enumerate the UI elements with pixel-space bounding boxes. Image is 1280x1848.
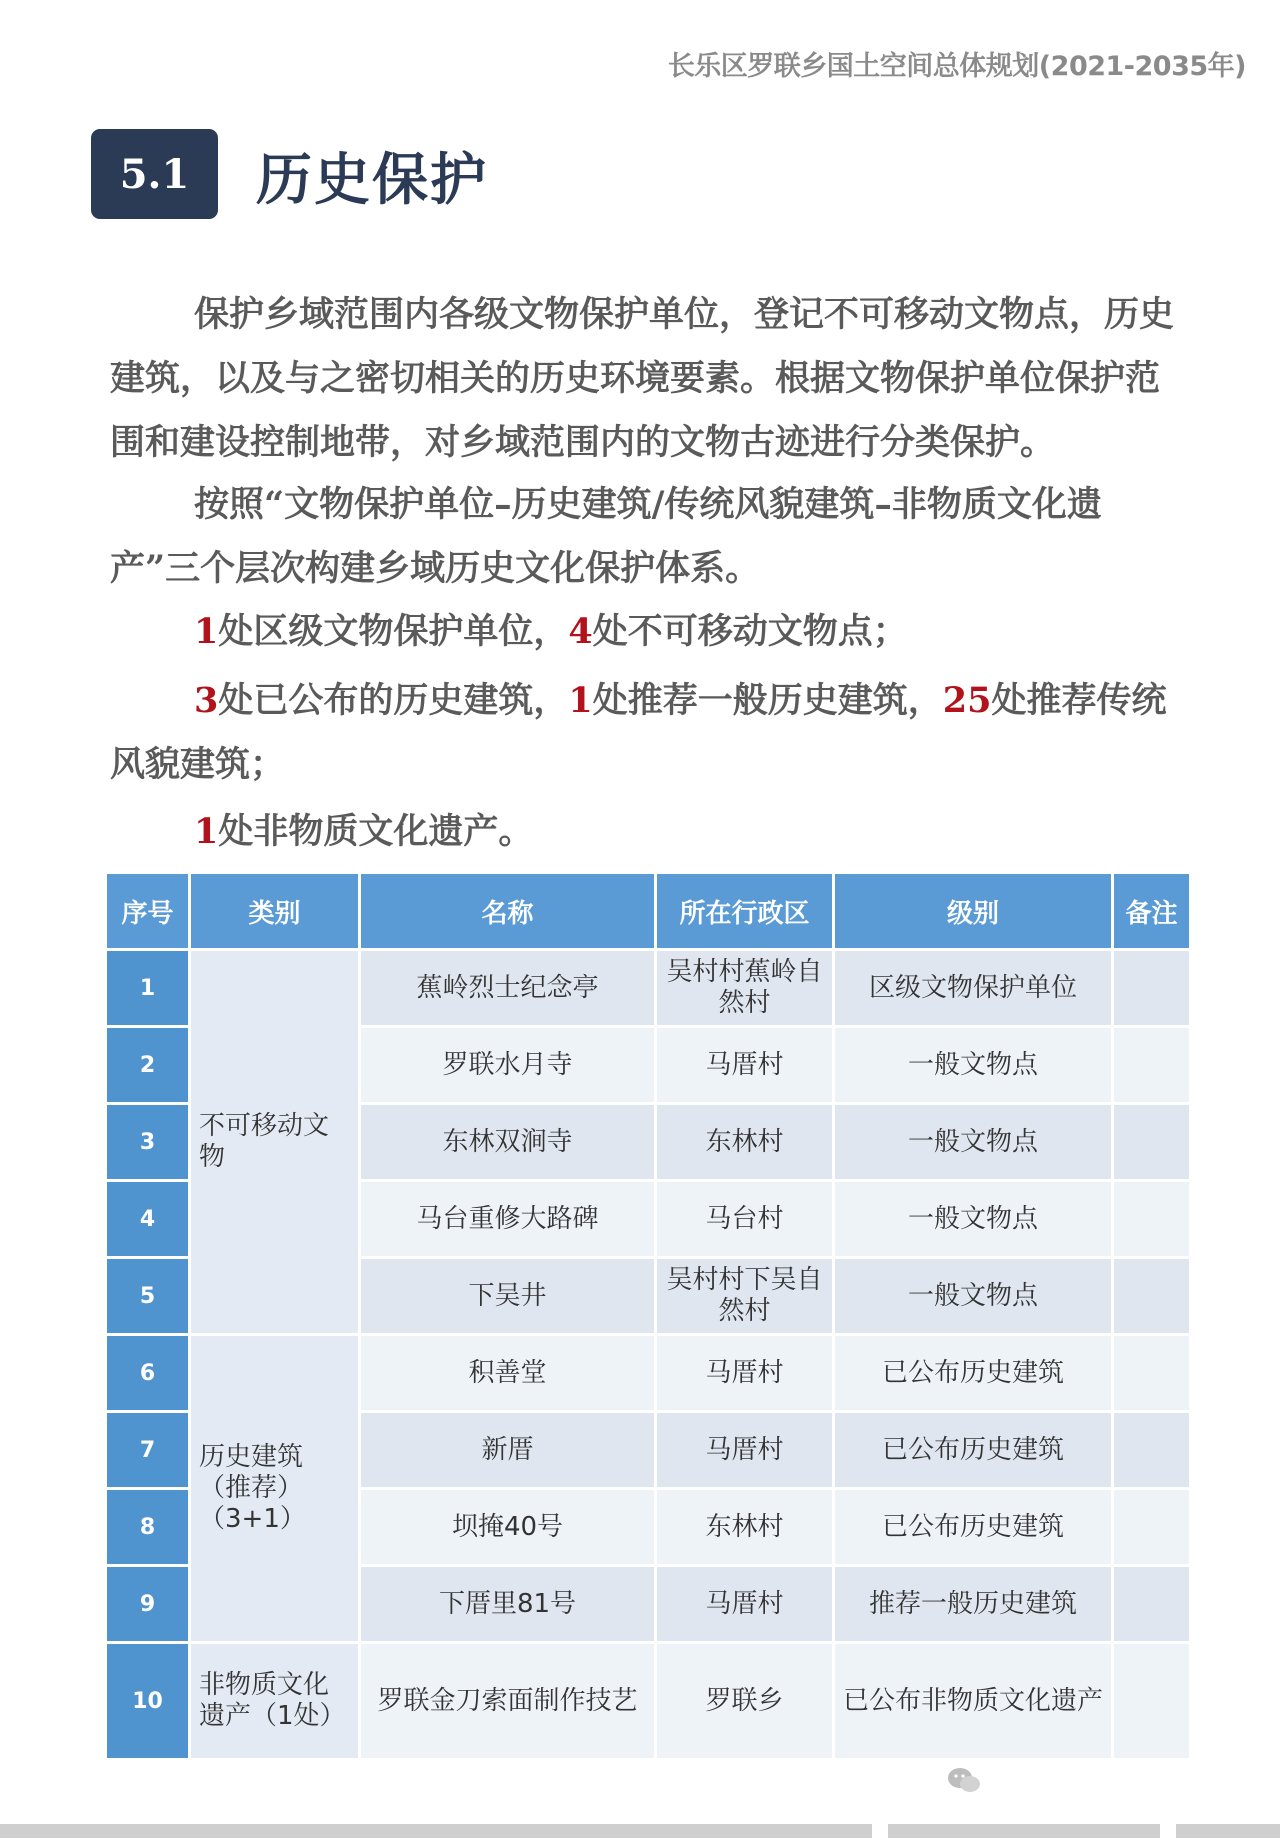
name-cell: 积善堂 — [361, 1336, 654, 1410]
row-index: 8 — [107, 1490, 188, 1564]
table-header-row — [107, 874, 1189, 948]
row-index: 3 — [107, 1105, 188, 1179]
district-cell: 罗联乡 — [657, 1644, 832, 1758]
name-cell: 马台重修大路碑 — [361, 1182, 654, 1256]
count-highlight: 4 — [568, 611, 593, 652]
name-cell: 新厝 — [361, 1413, 654, 1487]
row-index: 4 — [107, 1182, 188, 1256]
count-highlight: 1 — [194, 611, 219, 652]
summary-text: 处不可移动文物点； — [592, 611, 908, 652]
row-index: 5 — [107, 1259, 188, 1333]
level-cell: 区级文物保护单位 — [835, 951, 1111, 1025]
level-cell: 推荐一般历史建筑 — [835, 1567, 1111, 1641]
footer-bar-left — [0, 1824, 872, 1838]
paragraph-text: 保护乡域范围内各级文物保护单位，登记不可移动文物点，历史建筑，以及与之密切相关的历史环境要素。根据文物保护单位保护范围和建设控制地带，对乡域范围内的文物古迹进行分类保护。 — [110, 294, 1175, 463]
intro-paragraph-1 — [110, 283, 1190, 475]
count-highlight: 1 — [568, 680, 593, 721]
summary-line-2 — [110, 669, 1190, 797]
count-highlight: 1 — [194, 811, 219, 852]
note-cell — [1114, 1336, 1189, 1410]
summary-line-3 — [110, 800, 1190, 864]
district-cell: 马厝村 — [657, 1336, 832, 1410]
level-cell: 一般文物点 — [835, 1182, 1111, 1256]
count-highlight: 25 — [942, 680, 992, 721]
district-cell: 东林村 — [657, 1490, 832, 1564]
name-cell: 罗联水月寺 — [361, 1028, 654, 1102]
district-cell: 马厝村 — [657, 1567, 832, 1641]
category-cell: 不可移动文物 — [191, 951, 358, 1333]
row-index: 2 — [107, 1028, 188, 1102]
note-cell — [1114, 1105, 1189, 1179]
name-cell: 下厝里81号 — [361, 1567, 654, 1641]
header-note: 备注 — [1114, 874, 1189, 948]
table-row — [107, 1336, 1189, 1410]
running-header: 长乐区罗联乡国土空间总体规划(2021-2035年) — [667, 51, 1246, 82]
district-cell: 马台村 — [657, 1182, 832, 1256]
header-name: 名称 — [361, 874, 654, 948]
paragraph-text: 按照“文物保护单位–历史建筑/传统风貌建筑–非物质文化遗产”三个层次构建乡域历史文化保护体系。 — [110, 484, 1102, 589]
note-cell — [1114, 951, 1189, 1025]
intro-paragraph-2 — [110, 473, 1190, 601]
count-highlight: 3 — [194, 680, 219, 721]
summary-text: 处已公布的历史建筑， — [218, 680, 569, 721]
category-cell: 历史建筑（推荐）（3+1） — [191, 1336, 358, 1641]
footer-bar-right — [1176, 1824, 1280, 1838]
level-cell: 已公布非物质文化遗产 — [835, 1644, 1111, 1758]
name-cell: 蕉岭烈士纪念亭 — [361, 951, 654, 1025]
district-cell: 东林村 — [657, 1105, 832, 1179]
summary-line-1 — [110, 600, 1190, 664]
note-cell — [1114, 1567, 1189, 1641]
district-cell: 吴村村蕉岭自然村 — [657, 951, 832, 1025]
table-row — [107, 1644, 1189, 1758]
note-cell — [1114, 1259, 1189, 1333]
summary-text: 处区级文物保护单位， — [218, 611, 569, 652]
summary-text: 处推荐传统风貌建筑； — [110, 680, 1167, 785]
name-cell: 坝掩40号 — [361, 1490, 654, 1564]
row-index: 9 — [107, 1567, 188, 1641]
district-cell: 马厝村 — [657, 1413, 832, 1487]
district-cell: 马厝村 — [657, 1028, 832, 1102]
table-row — [107, 951, 1189, 1025]
summary-text: 处非物质文化遗产。 — [218, 811, 534, 852]
level-cell: 一般文物点 — [835, 1259, 1111, 1333]
summary-text: 处推荐一般历史建筑， — [592, 680, 943, 721]
category-cell: 非物质文化遗产（1处） — [191, 1644, 358, 1758]
note-cell — [1114, 1028, 1189, 1102]
level-cell: 一般文物点 — [835, 1028, 1111, 1102]
level-cell: 一般文物点 — [835, 1105, 1111, 1179]
header-level: 级别 — [835, 874, 1111, 948]
note-cell — [1114, 1644, 1189, 1758]
row-index: 6 — [107, 1336, 188, 1410]
section-number-badge: 5.1 — [91, 129, 218, 219]
district-cell: 吴村村下吴自然村 — [657, 1259, 832, 1333]
note-cell — [1114, 1490, 1189, 1564]
heritage-table — [104, 871, 1192, 1761]
note-cell — [1114, 1413, 1189, 1487]
header-category: 类别 — [191, 874, 358, 948]
name-cell: 罗联金刀索面制作技艺 — [361, 1644, 654, 1758]
row-index: 10 — [107, 1644, 188, 1758]
row-index: 7 — [107, 1413, 188, 1487]
header-index: 序号 — [107, 874, 188, 948]
note-cell — [1114, 1182, 1189, 1256]
section-title: 历史保护 — [256, 147, 488, 213]
name-cell: 东林双涧寺 — [361, 1105, 654, 1179]
header-district: 所在行政区 — [657, 874, 832, 948]
level-cell: 已公布历史建筑 — [835, 1413, 1111, 1487]
row-index: 1 — [107, 951, 188, 1025]
wechat-watermark-icon — [946, 1766, 982, 1796]
level-cell: 已公布历史建筑 — [835, 1490, 1111, 1564]
level-cell: 已公布历史建筑 — [835, 1336, 1111, 1410]
footer-bar-middle — [888, 1824, 1160, 1838]
name-cell: 下吴井 — [361, 1259, 654, 1333]
